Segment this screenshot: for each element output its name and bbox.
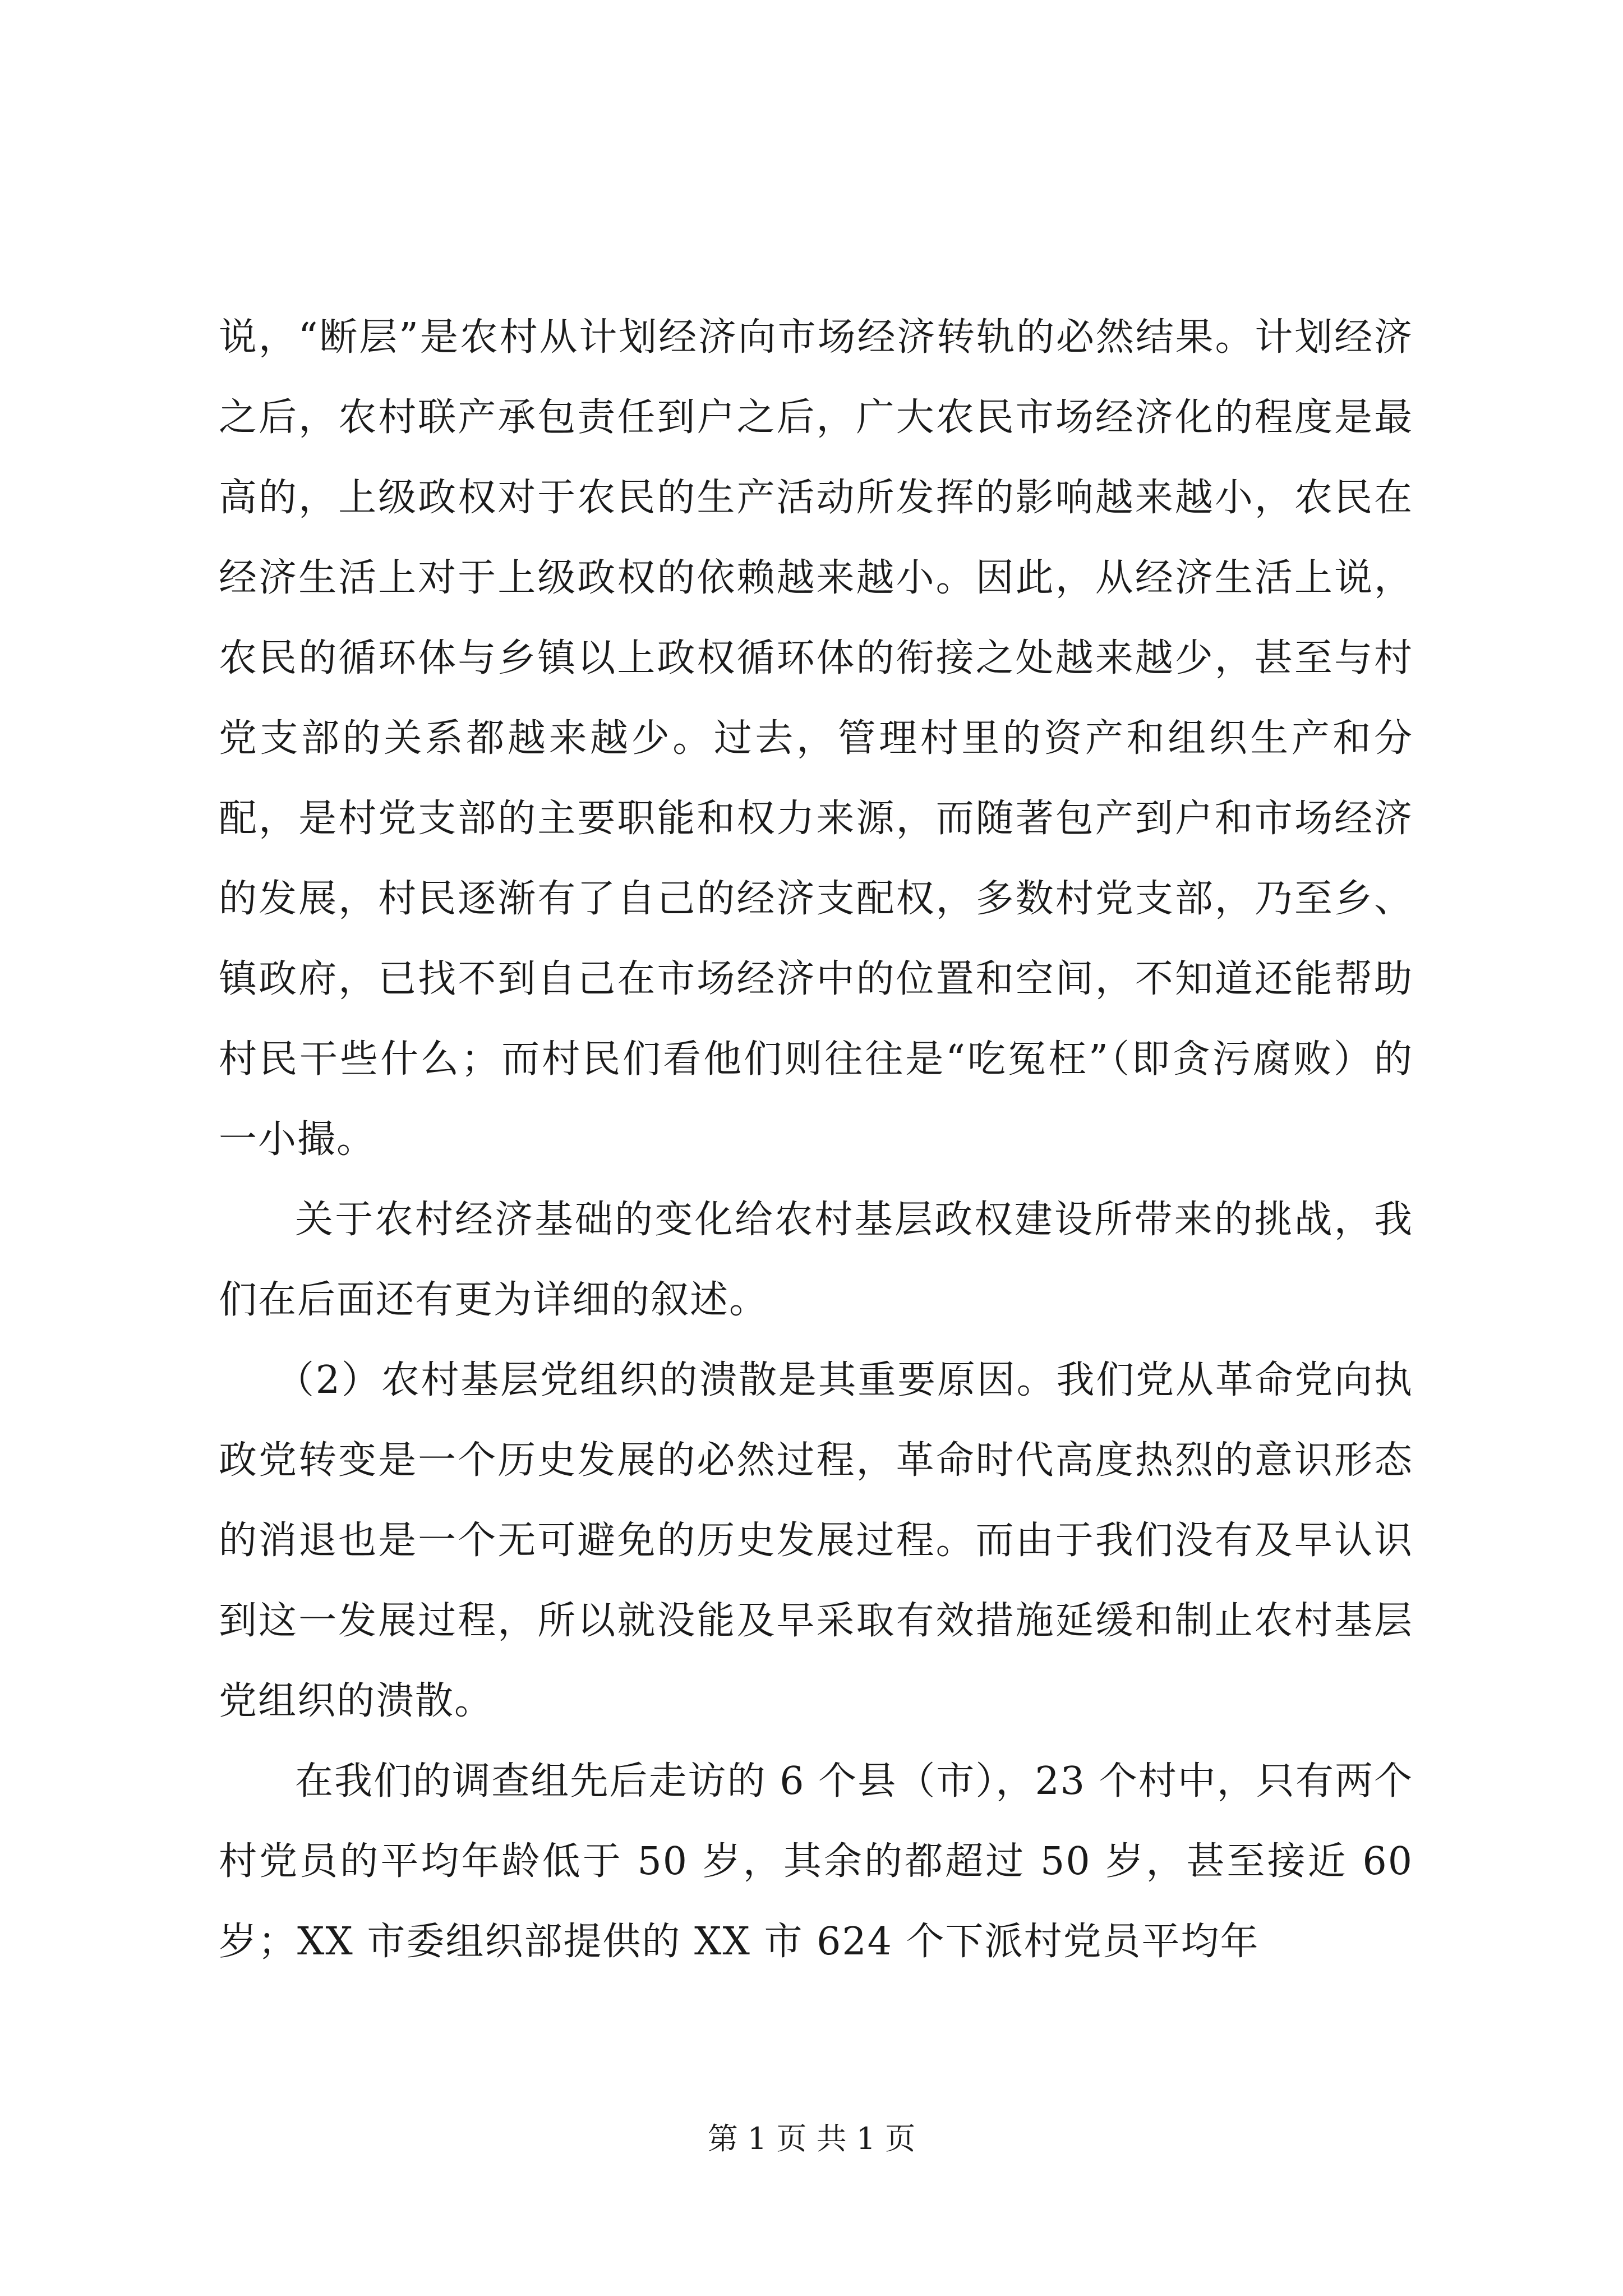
- page-footer: 第 1 页 共 1 页: [707, 2121, 916, 2156]
- paragraph-4: 在我们的调查组先后走访的 6 个县（市），23 个村中，只有两个村党员的平均年龄低于 50 岁，其余的都超过 50 岁，甚至接近 60 岁；XX 市委组织部提供的 XX 市 624 个下派村党员平均年: [219, 1759, 1413, 1964]
- paragraph-1: 说，“断层”是农村从计划经济向市场经济转轨的必然结果。计划经济之后，农村联产承包责任到户之后，广大农民市场经济化的程度是最高的，上级政权对于农民的生产活动所发挥的影响越来越小，农民在经济生活上对于上级政权的依赖越来越小。因此，从经济生活上说，农民的循环体与乡镇以上政权循环体的衔接之处越来越少，甚至与村党支部的关系都越来越少。过去，管理村里的资产和组织生产和分配，是村党支部的主要职能和权力来源，而随著包产到户和市场经济的发展，村民逐渐有了自己的经济支配权，多数村党支部，乃至乡、镇政府，已找不到自己在市场经济中的位置和空间，不知道还能帮助村民干些什么；而村民们看他们则往往是“吃冤枉”（即贪污腐败）的一小撮。: [219, 315, 1413, 1162]
- paragraph-3: （2）农村基层党组织的溃散是其重要原因。我们党从革命党向执政党转变是一个历史发展的必然过程，革命时代高度热烈的意识形态的消退也是一个无可避免的历史发展过程。而由于我们没有及早认识到这一发展过程，所以就没能及早采取有效措施延缓和制止农村基层党组织的溃散。: [219, 1358, 1413, 1723]
- paragraph-2: 关于农村经济基础的变化给农村基层政权建设所带来的挑战，我们在后面还有更为详细的叙述。: [219, 1198, 1413, 1322]
- document-body: [219, 297, 1413, 1982]
